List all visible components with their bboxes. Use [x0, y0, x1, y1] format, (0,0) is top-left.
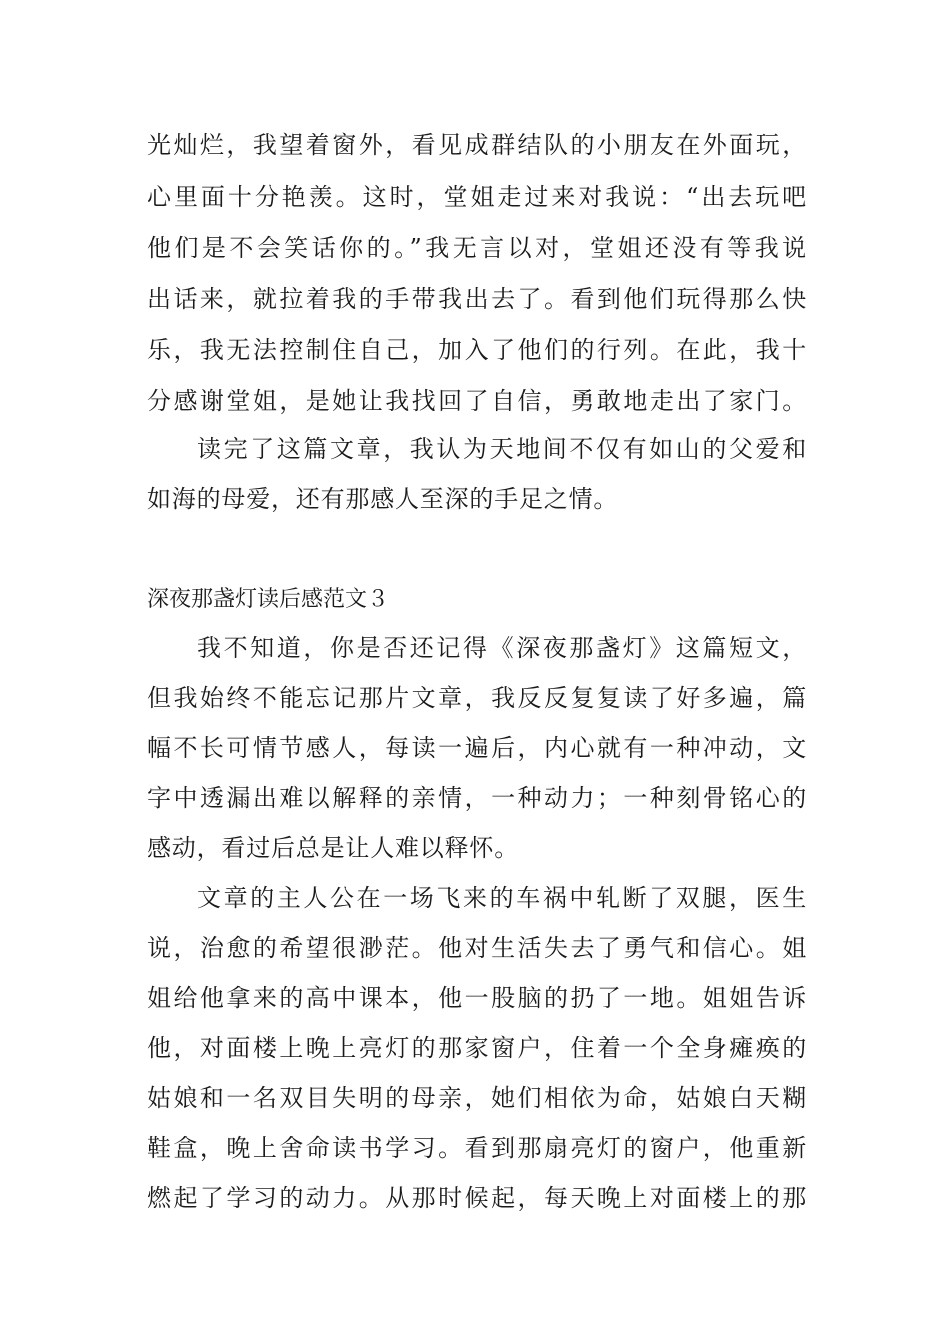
- paragraph-line: 如海的母爱，还有那感人至深的手足之情。: [147, 485, 619, 513]
- paragraph-line: 出话来，就拉着我的手带我出去了。看到他们玩得那么快: [147, 285, 807, 313]
- paragraph-line: 心里面十分艳羡。这时，堂姐走过来对我说：“出去玩吧: [147, 183, 807, 211]
- paragraph-line: 分感谢堂姐，是她让我找回了自信，勇敢地走出了家门。: [147, 387, 807, 415]
- paragraph-line: 我不知道，你是否还记得《深夜那盏灯》这篇短文，: [197, 634, 807, 662]
- paragraph-line: 文章的主人公在一场飞来的车祸中轧断了双腿，医生: [197, 884, 807, 912]
- paragraph-line: 光灿烂，我望着窗外，看见成群结队的小朋友在外面玩，: [147, 131, 807, 159]
- paragraph-line: 读完了这篇文章，我认为天地间不仅有如山的父爱和: [197, 435, 807, 463]
- paragraph-line: 乐，我无法控制住自己，加入了他们的行列。在此，我十: [147, 336, 807, 364]
- essay-title: 深夜那盏灯读后感范文３: [147, 587, 390, 612]
- paragraph-line: 说，治愈的希望很渺茫。他对生活失去了勇气和信心。姐: [147, 934, 807, 962]
- paragraph-line: 感动，看过后总是让人难以释怀。: [147, 834, 519, 862]
- paragraph-line: 鞋盒，晚上舍命读书学习。看到那扇亮灯的窗户，他重新: [147, 1134, 807, 1162]
- paragraph-line: 姐给他拿来的高中课本，他一股脑的扔了一地。姐姐告诉: [147, 984, 807, 1012]
- paragraph-line: 但我始终不能忘记那片文章，我反反复复读了好多遍，篇: [147, 684, 807, 712]
- paragraph-line: 他，对面楼上晚上亮灯的那家窗户，住着一个全身瘫痪的: [147, 1034, 807, 1062]
- paragraph-line: 幅不长可情节感人，每读一遍后，内心就有一种冲动，文: [147, 734, 807, 762]
- paragraph-line: 燃起了学习的动力。从那时候起，每天晚上对面楼上的那: [147, 1184, 807, 1212]
- paragraph-line: 他们是不会笑话你的。”我无言以对，堂姐还没有等我说: [147, 234, 807, 262]
- paragraph-line: 姑娘和一名双目失明的母亲，她们相依为命，姑娘白天糊: [147, 1084, 807, 1112]
- paragraph-line: 字中透漏出难以解释的亲情，一种动力；一种刻骨铭心的: [147, 784, 807, 812]
